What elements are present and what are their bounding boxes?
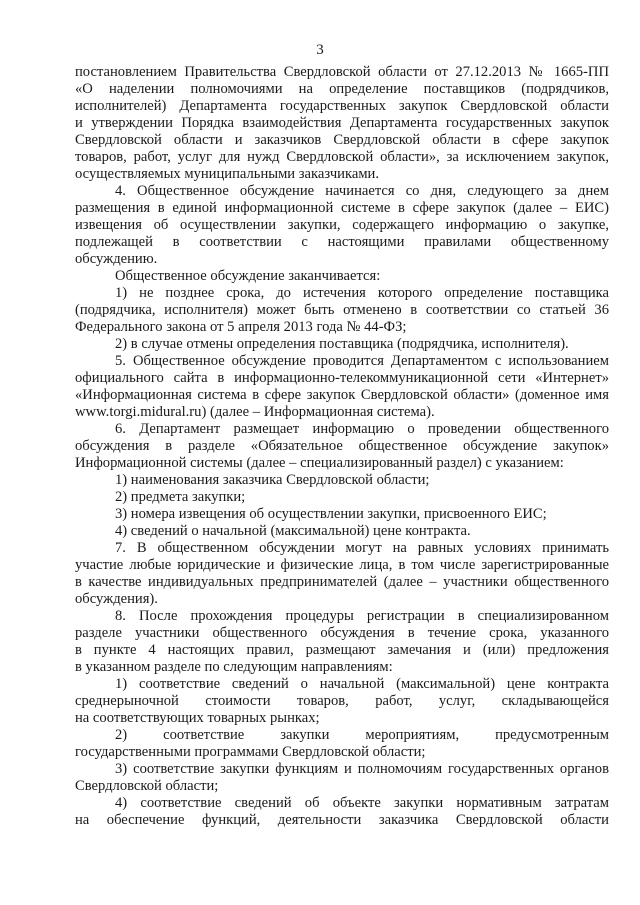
text-line: участие любые юридические и физические лица, в том числе зарегистрированные: [75, 557, 609, 573]
text-line: обсуждению.: [75, 251, 158, 267]
text-line: «О наделении полномочиями на определение поставщиков (подрядчиков,: [75, 81, 609, 97]
text-line: www.torgi.midural.ru) (далее – Информационная система).: [75, 404, 435, 420]
text-line: товаров, работ, услуг для нужд Свердловской области», за исключением закупок,: [75, 149, 609, 165]
text-line: 7. В общественном обсуждении могут на равных условиях принимать: [115, 540, 609, 556]
text-line: 2) в случае отмены определения поставщика (подрядчика, исполнителя).: [115, 336, 569, 352]
text-line: 1) наименования заказчика Свердловской области;: [115, 472, 430, 488]
text-line: 8. После прохождения процедуры регистрации в специализированном: [115, 608, 609, 624]
text-line: «Информационная система в сфере закупок Свердловской области» (доменное имя: [75, 387, 609, 403]
text-line: осуществляемых муниципальными заказчиками.: [75, 166, 380, 182]
text-line: 1) не позднее срока, до истечения которого определение поставщика: [115, 285, 609, 301]
text-line: размещения в единой информационной системе в сфере закупок (далее – ЕИС): [75, 200, 609, 216]
text-line: 4) сведений о начальной (максимальной) цене контракта.: [115, 523, 471, 539]
text-line: 3) номера извещения об осуществлении закупки, присвоенного ЕИС;: [115, 506, 547, 522]
text-line: в качестве индивидуальных предпринимателей (далее – участники общественного: [75, 574, 609, 590]
text-line: Свердловской области и заказчиков Свердловской области в сфере закупок: [75, 132, 609, 148]
text-line: Общественное обсуждение заканчивается:: [115, 268, 381, 284]
text-line: исполнителей) Департамента государственных закупок Свердловской области: [75, 98, 609, 114]
text-line: среднерыночной стоимости товаров, работ, услуг, складывающейся: [75, 693, 609, 709]
text-line: на соответствующих товарных рынках;: [75, 710, 320, 726]
text-line: в пункте 4 настоящих правил, размещают замечания и (или) предложения: [75, 642, 609, 658]
text-line: 5. Общественное обсуждение проводится Департаментом с использованием: [115, 353, 609, 369]
text-line: извещения об осуществлении закупки, содержащего информацию о закупке,: [75, 217, 609, 233]
text-line: (подрядчика, исполнителя) может быть отменено в соответствии со статьей 36: [75, 302, 609, 318]
text-line: обсуждения в разделе «Обязательное общественное обсуждение закупок»: [75, 438, 609, 454]
text-line: на обеспечение функций, деятельности заказчика Свердловской области: [75, 812, 609, 828]
text-line: 2) соответствие закупки мероприятиям, предусмотренным: [115, 727, 609, 743]
text-line: подлежащей в соответствии с настоящими правилами общественному: [75, 234, 609, 250]
text-line: государственными программами Свердловской области;: [75, 744, 426, 760]
text-line: 2) предмета закупки;: [115, 489, 246, 505]
text-line: обсуждения).: [75, 591, 158, 607]
text-line: Информационной системы (далее – специализированный раздел) с указанием:: [75, 455, 564, 471]
text-line: Свердловской области;: [75, 778, 219, 794]
page-number: 3: [316, 42, 324, 58]
text-line: в указанном разделе по следующим направлениям:: [75, 659, 393, 675]
text-line: 3) соответствие закупки функциям и полномочиям государственных органов: [115, 761, 609, 777]
text-line: 4) соответствие сведений об объекте закупки нормативным затратам: [115, 795, 609, 811]
document-body: [75, 64, 609, 829]
text-line: постановлением Правительства Свердловской области от 27.12.2013 № 1665-ПП: [75, 64, 609, 80]
text-line: Федерального закона от 5 апреля 2013 года № 44-ФЗ;: [75, 319, 407, 335]
text-line: разделе участники общественного обсуждения в течение срока, указанного: [75, 625, 609, 641]
text-line: 4. Общественное обсуждение начинается со дня, следующего за днем: [115, 183, 609, 199]
text-line: и утверждении Порядка взаимодействия Департамента государственных закупок: [75, 115, 609, 131]
text-line: 6. Департамент размещает информацию о проведении общественного: [115, 421, 609, 437]
text-line: 1) соответствие сведений о начальной (максимальной) цене контракта: [115, 676, 609, 692]
text-line: официального сайта в информационно-телекоммуникационной сети «Интернет»: [75, 370, 609, 386]
